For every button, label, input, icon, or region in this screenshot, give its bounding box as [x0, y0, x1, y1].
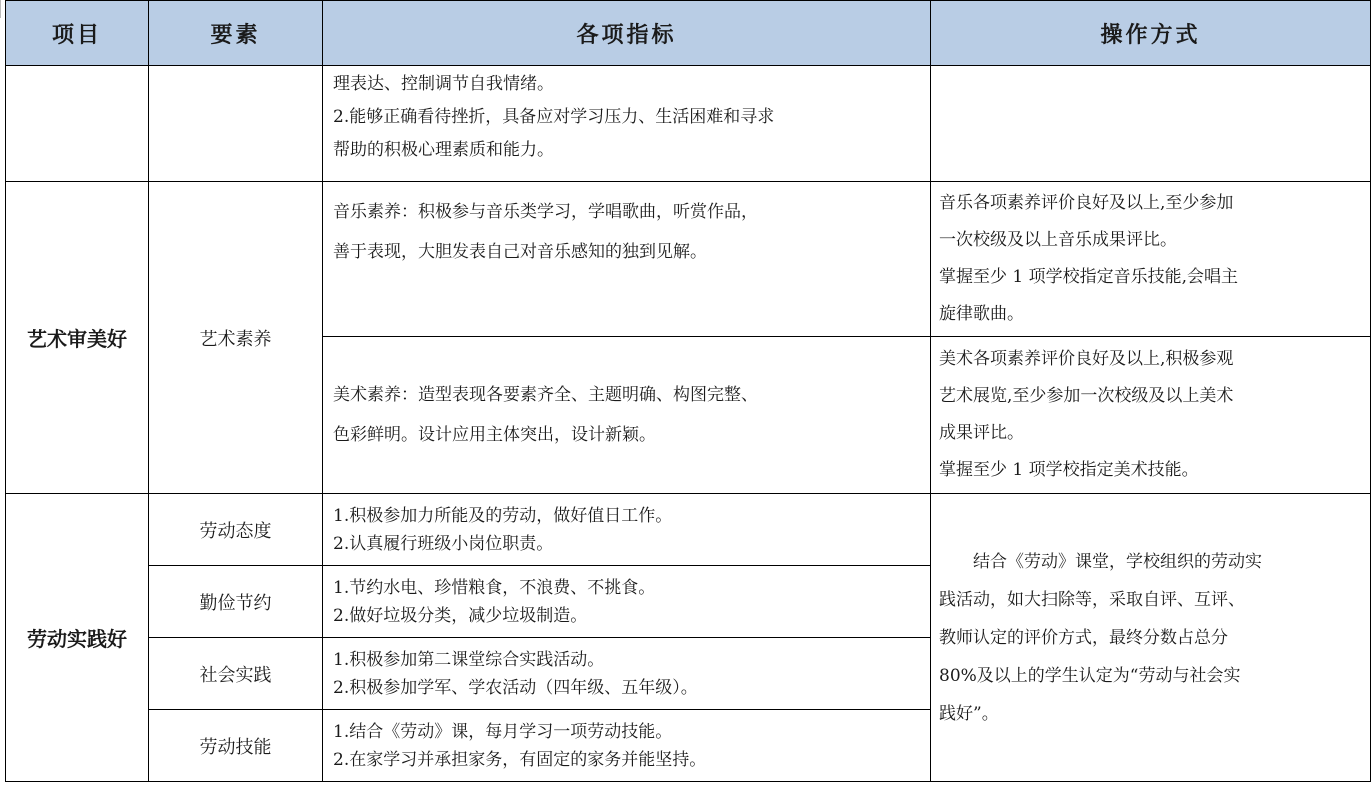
operation-line: 一次校级及以上音乐成果评比。	[939, 230, 1177, 250]
indicator-line: 善于表现，大胆发表自己对音乐感知的独到见解。	[333, 242, 707, 262]
thrift-indicator-cell	[323, 566, 931, 638]
operation-line: 艺术展览,至少参加一次校级及以上美术	[939, 386, 1234, 406]
indicator-line: 色彩鲜明。设计应用主体突出，设计新颖。	[333, 425, 656, 445]
operation-line: 教师认定的评价方式，最终分数占总分	[939, 627, 1228, 648]
operation-line: 旋律歌曲。	[939, 304, 1024, 324]
element-labor-skills: 劳动技能	[149, 710, 323, 782]
header-row	[6, 1, 1371, 66]
operation-line: 结合《劳动》课堂，学校组织的劳动实	[973, 551, 1262, 572]
indicator-line: 2.在家学习并承担家务，有固定的家务并能坚持。	[333, 749, 707, 770]
operation-line: 践好”。	[939, 703, 999, 724]
operation-line: 成果评比。	[939, 423, 1024, 443]
indicator-line: 1.结合《劳动》课，每月学习一项劳动技能。	[333, 721, 673, 742]
art-music-row	[6, 182, 1371, 337]
fine-art-operation-cell	[931, 337, 1371, 494]
fine-art-indicator-cell	[323, 337, 931, 494]
continuation-category-cell	[6, 66, 149, 182]
operation-line: 美术各项素养评价良好及以上,积极参观	[939, 349, 1234, 369]
page-corner-mark	[0, 0, 4, 18]
labor-row	[6, 494, 1371, 566]
element-art-literacy: 艺术素养	[149, 182, 323, 494]
labor-skills-indicator-cell	[323, 710, 931, 782]
indicator-line: 理表达、控制调节自我情绪。	[333, 74, 554, 94]
header-indicators: 各项指标	[323, 1, 931, 66]
header-project: 项目	[6, 1, 149, 66]
indicator-line: 帮助的积极心理素质和能力。	[333, 140, 554, 160]
evaluation-table-page	[5, 0, 1371, 782]
category-art: 艺术审美好	[6, 182, 149, 494]
operation-line: 音乐各项素养评价良好及以上,至少参加	[939, 193, 1234, 213]
continuation-indicator-cell	[323, 66, 931, 182]
continuation-operation-cell	[931, 66, 1371, 182]
element-labor-attitude: 劳动态度	[149, 494, 323, 566]
indicator-line: 1.节约水电、珍惜粮食，不浪费、不挑食。	[333, 577, 656, 598]
labor-operation-cell	[931, 494, 1371, 782]
operation-line: 掌握至少 1 项学校指定美术技能。	[939, 460, 1199, 480]
element-thrift: 勤俭节约	[149, 566, 323, 638]
header-operation: 操作方式	[931, 1, 1371, 66]
indicator-line: 2.做好垃圾分类，减少垃圾制造。	[333, 605, 588, 626]
continuation-row	[6, 66, 1371, 182]
indicator-line: 2.认真履行班级小岗位职责。	[333, 533, 554, 554]
indicator-line: 2.能够正确看待挫折，具备应对学习压力、生活困难和寻求	[333, 107, 775, 127]
indicator-line: 美术素养：造型表现各要素齐全、主题明确、构图完整、	[333, 385, 758, 405]
element-social-practice: 社会实践	[149, 638, 323, 710]
indicator-line: 1.积极参加第二课堂综合实践活动。	[333, 649, 605, 670]
indicator-line: 2.积极参加学军、学农活动（四年级、五年级）。	[333, 677, 698, 698]
indicator-line: 1.积极参加力所能及的劳动，做好值日工作。	[333, 505, 673, 526]
operation-line: 践活动，如大扫除等，采取自评、互评、	[939, 589, 1245, 610]
music-operation-cell	[931, 182, 1371, 337]
indicator-line: 音乐素养：积极参与音乐类学习，学唱歌曲，听赏作品，	[333, 202, 758, 222]
evaluation-table	[5, 0, 1371, 782]
labor-attitude-indicator-cell	[323, 494, 931, 566]
continuation-element-cell	[149, 66, 323, 182]
header-element: 要素	[149, 1, 323, 66]
music-indicator-cell	[323, 182, 931, 337]
social-practice-indicator-cell	[323, 638, 931, 710]
category-labor: 劳动实践好	[6, 494, 149, 782]
operation-line: 掌握至少 1 项学校指定音乐技能,会唱主	[939, 267, 1239, 287]
operation-line: 80%及以上的学生认定为“劳动与社会实	[939, 665, 1241, 686]
